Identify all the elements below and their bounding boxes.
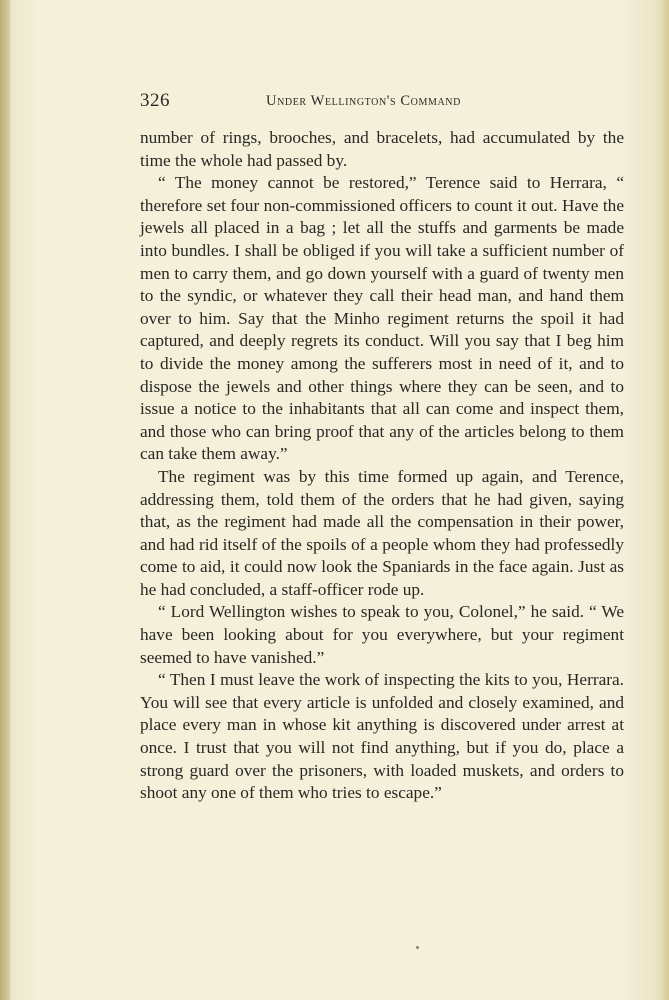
paragraph-2: “ The money cannot be restored,” Terence said to Herrara, “ therefore set four non-commissioned officers to count it out. Have the jewels all placed in a bag ; let all the stuffs and garments be made into bundles. I shall be obliged if you will take a sufficient number of men to carry them, and go down yourself with a guard of twenty men to the syndic, or whatever they call their head man, and hand them over to him. Say that the Minho regiment returns the spoil it had captured, and deeply regrets its conduct. Will you say that I beg him to divide the money among the sufferers most in need of it, and to dispose the jewels and other things where they can be seen, and to issue a notice to the inhabitants that all can come and inspect them, and those who can bring proof that any of the articles belong to them can take them away.” bbox=[140, 173, 624, 464]
body-text bbox=[140, 127, 624, 805]
paper-speck bbox=[416, 946, 419, 949]
page-edge bbox=[661, 0, 669, 1000]
paragraph-1: number of rings, brooches, and bracelets, had accumulated by the time the whole had passed by. bbox=[140, 128, 624, 170]
paragraph-5: “ Then I must leave the work of inspecting the kits to you, Herrara. You will see that every article is unfolded and closely examined, and place every man in whose kit anything is discovered under arrest at once. I trust that you will not find anything, but if you do, place a strong guard over the prisoners, with loaded muskets, and orders to shoot any one of them who tries to escape.” bbox=[140, 670, 624, 803]
page-gutter bbox=[0, 0, 10, 1000]
running-head: Under Wellington's Command bbox=[266, 93, 461, 109]
page-number: 326 bbox=[140, 90, 170, 111]
paragraph-3: The regiment was by this time formed up again, and Terence, addressing them, told them of the orders that he had given, saying that, as the regiment had made all the compensation in their power, and had rid itself of the spoils of a people whom they had professedly come to aid, it could now look the Spaniards in the face again. Just as he had concluded, a staff-officer rode up. bbox=[140, 466, 624, 599]
paragraph-4: “ Lord Wellington wishes to speak to you, Colonel,” he said. “ We have been looking about for you everywhere, but your regiment seemed to have vanished.” bbox=[140, 602, 624, 667]
page-header bbox=[140, 90, 624, 112]
